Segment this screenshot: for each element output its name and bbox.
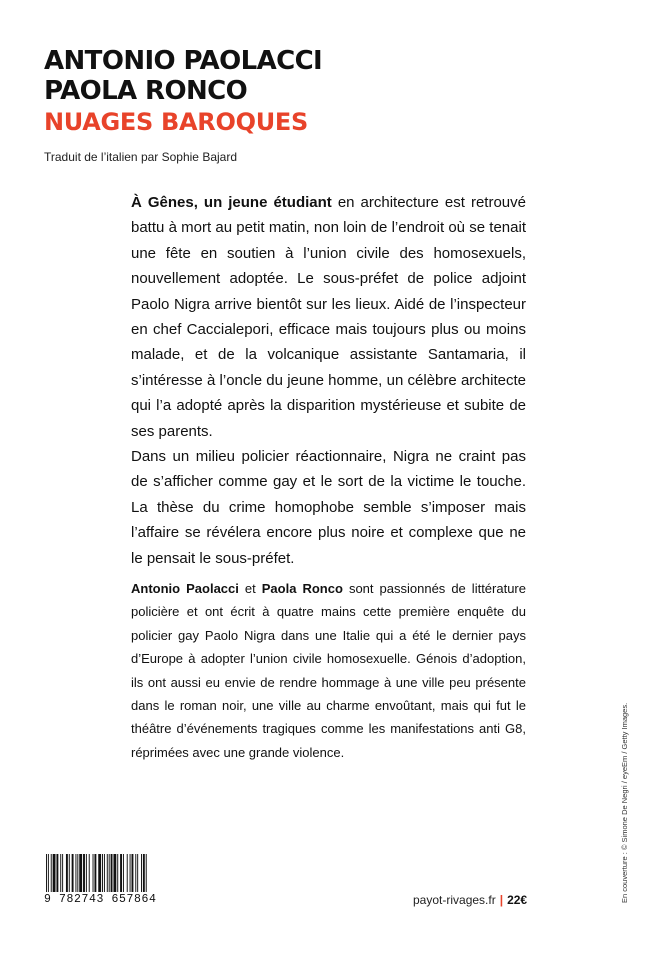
bio-text: sont passionnés de littérature policière et ont écrit à quatre mains cette première enquête du policier gay Paolo Nigra dans une Italie qui a été le dernier pays d’Europe à adopter l’union civile homosexuelle. Génois d’adoption, ils ont aussi eu envie de rendre hommage à une ville peu présente dans le roman noir, une ville au charme envoûtant, mais qui fut le théâtre d’événements tragiques comme les manifestations anti G8, réprimées avec une grande violence. [131, 581, 526, 760]
author-bio [131, 577, 526, 764]
bio-author-2: Paola Ronco [261, 581, 343, 596]
translator-credit: Traduit de l’italien par Sophie Bajard [44, 150, 238, 164]
bio-paragraph [131, 577, 526, 764]
publisher-website: payot-rivages.fr [413, 893, 496, 907]
synopsis-paragraph-1 [131, 190, 526, 444]
bio-conjunction: et [238, 581, 262, 596]
price: 22€ [507, 893, 528, 907]
authors [44, 46, 322, 106]
synopsis-paragraph-2: Dans un milieu policier réactionnaire, Nigra ne craint pas de s’afficher comme gay et le sort de la victime le touche. La thèse du crime homophobe semble s’imposer mais l’affaire se révélera encore plus noire et complexe que ne le pensait le sous-préfet. [131, 448, 526, 567]
bio-author-1: Antonio Paolacci [131, 581, 239, 596]
synopsis-text-1: en architecture est retrouvé battu à mort au petit matin, non loin de l’endroit où se tenait une fête en soutien à l’union civile des homosexuels, nouvellement adoptée. Le sous-préfet de police adjoint Paolo Nigra arrive bientôt sur les lieux. Aidé de l’inspecteur en chef Caccialepori, efficace mais toujours plus ou moins malade, et de la volcanique assistante Santamaria, il s’intéresse à l’oncle du jeune homme, un célèbre architecte qui l’a adopté après la disparition mystérieuse et subite de ses parents. [131, 194, 526, 440]
author-name-1: ANTONIO PAOLACCI [44, 46, 323, 76]
isbn-number: 9 782743 657864 [44, 893, 157, 906]
barcode [44, 854, 162, 906]
synopsis-lead: À Gênes, un jeune étudiant [131, 194, 332, 211]
separator: | [499, 893, 504, 907]
barcode-bars [44, 854, 162, 892]
synopsis [131, 190, 526, 571]
author-name-2: PAOLA RONCO [44, 76, 248, 106]
book-title: NUAGES BAROQUES [44, 108, 308, 136]
cover-credit: En couverture : © Simone De Negri / eyeEm / Getty Images. [620, 702, 629, 903]
publisher-line [413, 893, 527, 907]
